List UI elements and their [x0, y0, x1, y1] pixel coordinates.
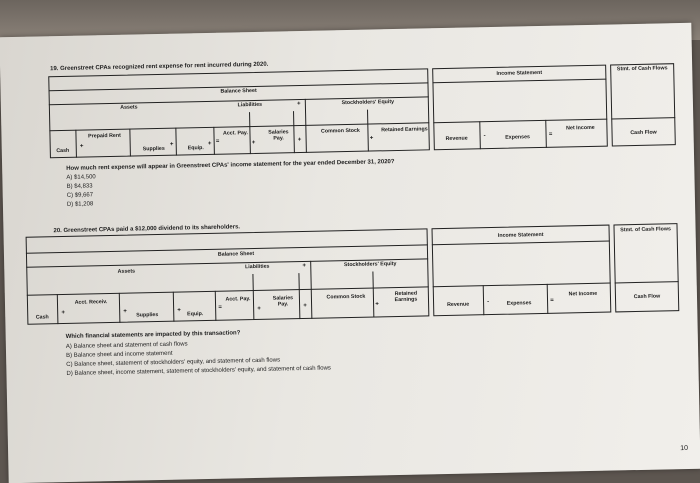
- q19-col-net-income: Net Income: [566, 124, 595, 132]
- q19-balance-sheet-label: Balance Sheet: [220, 87, 257, 95]
- q20-option-d[interactable]: D) Balance sheet, income statement, statement of stockholders' equity, and statement of cash flows: [66, 365, 331, 377]
- q20-col-common-stock: Common Stock: [326, 293, 366, 301]
- q20-table: [26, 223, 680, 325]
- q20-col-cash: Cash: [35, 314, 49, 321]
- q20-assets-label: Assets: [117, 268, 136, 275]
- plus-sign: +: [177, 307, 181, 314]
- q20-col-equip: Equip.: [187, 311, 204, 318]
- equals-sign: =: [548, 131, 553, 138]
- plus-sign: +: [375, 301, 379, 308]
- q19-col-equip: Equip.: [187, 145, 204, 152]
- q20-liabilities-label: Liabilities: [244, 263, 270, 271]
- q19-equity-label: Stockholders' Equity: [341, 99, 395, 107]
- q19-question: How much rent expense will appear in Greenstreet CPAs' income statement for the year ended December 31, 2020?: [66, 159, 395, 172]
- plus-sign: +: [297, 101, 301, 108]
- q19-income-statement-label: Income Statement: [496, 69, 543, 77]
- q19-option-a[interactable]: A) $14,500: [66, 174, 96, 181]
- q19-balance-sheet-frame: [48, 68, 430, 158]
- q20-col-salaries-pay: Salaries Pay.: [272, 295, 294, 308]
- q20-option-b[interactable]: B) Balance sheet and income statement: [66, 350, 173, 359]
- equals-sign: =: [550, 297, 554, 304]
- q20-balance-sheet-frame: [26, 228, 430, 324]
- q19-col-retained-earnings: Retained Earnings: [381, 126, 428, 134]
- q19-col-salaries-pay: Salaries Pay.: [268, 129, 289, 142]
- plus-sign: +: [169, 141, 174, 148]
- plus-sign: +: [123, 308, 127, 315]
- q20-cash-flows-header: Stmt. of Cash Flows: [620, 226, 671, 234]
- q20-option-c[interactable]: C) Balance sheet, statement of stockholders' equity, and statement of cash flows: [66, 357, 281, 368]
- equals-sign: =: [215, 138, 220, 145]
- minus-sign: -: [483, 133, 486, 140]
- q20-col-net-income: Net Income: [568, 290, 598, 298]
- plus-sign: +: [302, 262, 307, 269]
- plus-sign: +: [297, 136, 302, 144]
- q19-assets-label: Assets: [120, 104, 138, 111]
- q20-col-acct-receiv: Acct. Receiv.: [74, 299, 108, 306]
- q20-option-a[interactable]: A) Balance sheet and statement of cash flows: [65, 341, 188, 350]
- q20-col-revenue: Revenue: [447, 301, 470, 308]
- q19-col-expenses: Expenses: [505, 134, 531, 141]
- equals-sign: =: [218, 304, 222, 311]
- q19-option-d[interactable]: D) $1,208: [66, 201, 94, 208]
- q19-prompt: 19. Greenstreet CPAs recognized rent expense for rent incurred during 2020.: [50, 61, 269, 73]
- q20-col-expenses: Expenses: [506, 300, 532, 307]
- plus-sign: +: [369, 135, 374, 142]
- worksheet-page: [0, 23, 700, 483]
- q19-col-cash: Cash: [56, 147, 70, 155]
- q20-balance-sheet-label: Balance Sheet: [217, 251, 255, 258]
- plus-sign: +: [207, 140, 212, 147]
- q20-col-cash-flow: Cash Flow: [633, 293, 661, 301]
- q19-col-supplies: Supplies: [142, 145, 165, 153]
- q19-liabilities-label: Liabilities: [237, 101, 263, 109]
- plus-sign: +: [61, 309, 66, 317]
- q19-col-prepaid-rent: Prepaid Rent: [88, 132, 121, 140]
- plus-sign: +: [79, 143, 84, 150]
- q19-col-revenue: Revenue: [445, 135, 468, 142]
- q20-prompt: 20. Greenstreet CPAs paid a $12,000 dividend to its shareholders.: [53, 224, 241, 235]
- q20-col-retained-earnings: Retained Earnings: [394, 290, 418, 304]
- plus-sign: +: [251, 139, 256, 147]
- q20-income-statement-label: Income Statement: [497, 231, 544, 239]
- q19-option-b[interactable]: B) $4,833: [66, 183, 93, 190]
- q20-equity-label: Stockholders' Equity: [343, 261, 397, 269]
- minus-sign: -: [486, 299, 490, 306]
- q20-col-acct-pay: Acct. Pay.: [225, 296, 251, 303]
- q19-table: [48, 63, 676, 158]
- plus-sign: +: [303, 302, 307, 309]
- plus-sign: +: [257, 305, 261, 312]
- q19-col-cash-flow: Cash Flow: [630, 129, 657, 137]
- q20-question: Which financial statements are impacted by this transaction?: [65, 330, 241, 340]
- q20-col-supplies: Supplies: [136, 312, 159, 319]
- q19-col-common-stock: Common Stock: [320, 127, 360, 135]
- q19-col-acct-pay: Acct. Pay.: [222, 130, 248, 137]
- q19-option-c[interactable]: C) $9,667: [66, 192, 94, 199]
- q19-cash-flows-header: Stmt. of Cash Flows: [616, 65, 668, 73]
- page-number: 10: [680, 444, 689, 453]
